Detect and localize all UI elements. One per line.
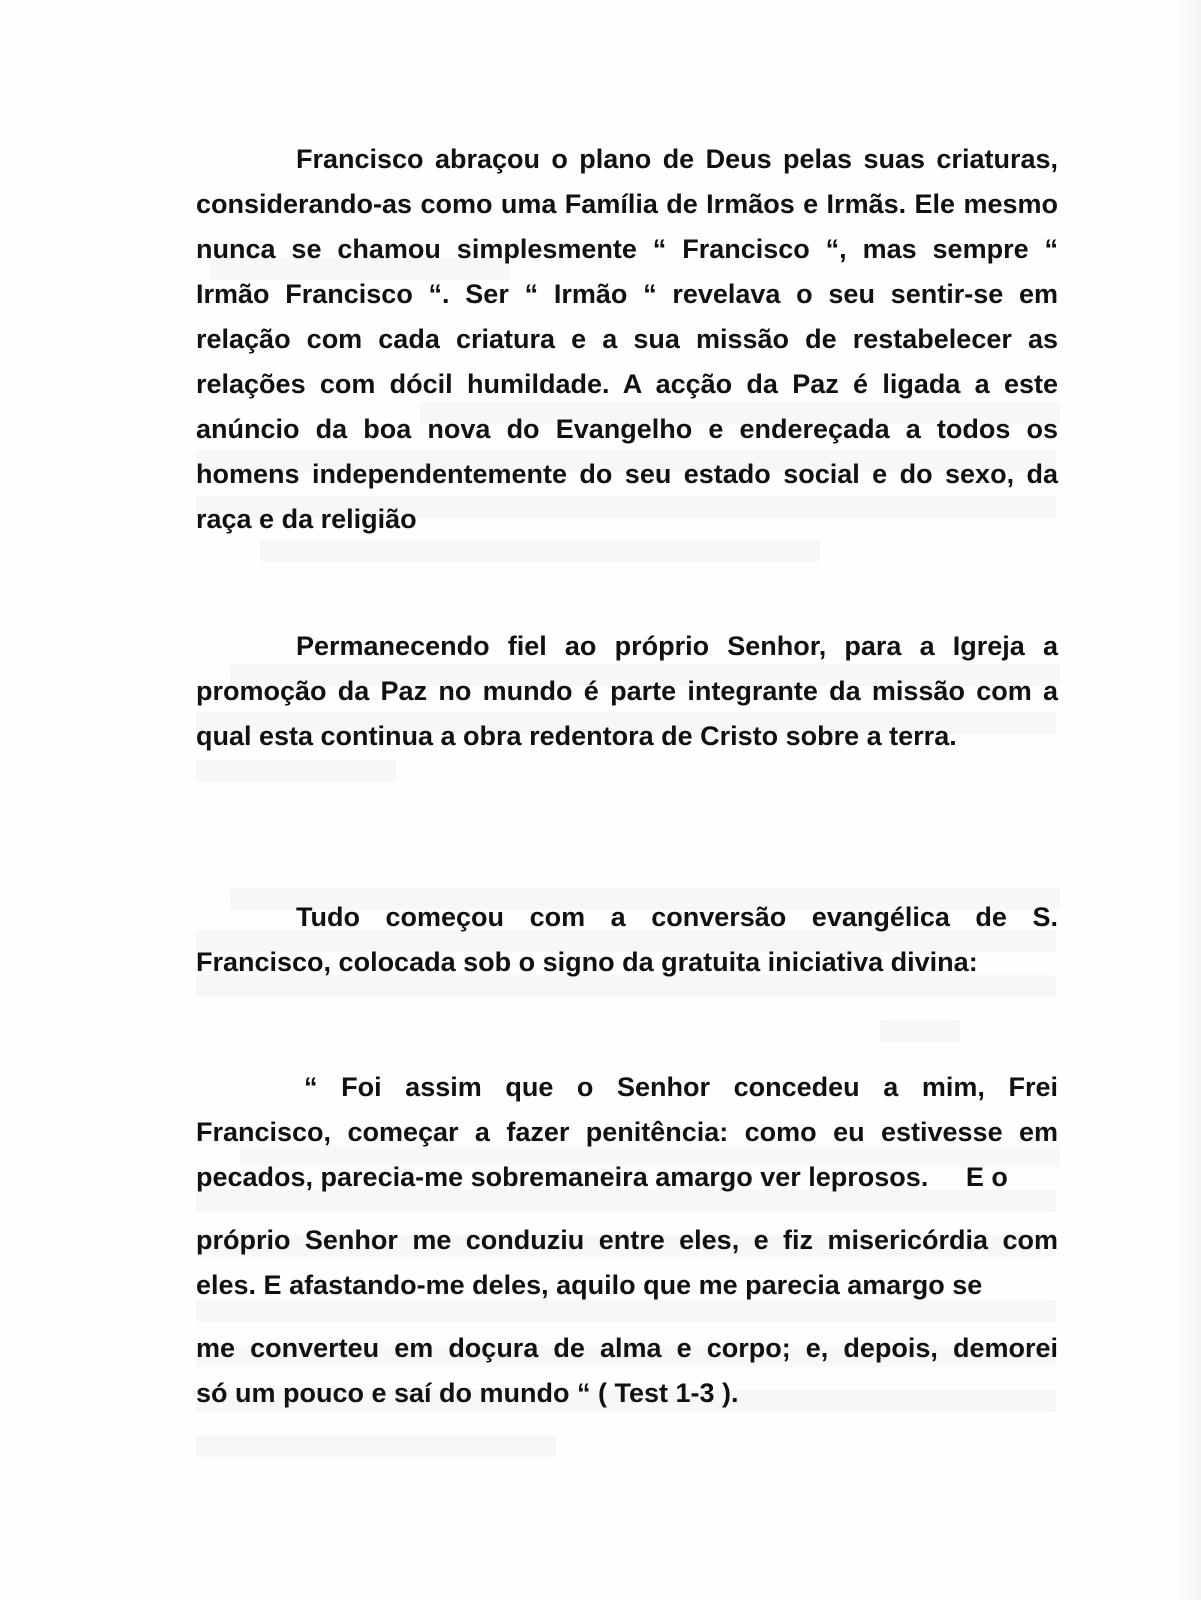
quote-line: eles. E afastando-me deles, aquilo que me parecia amargo se (196, 1270, 983, 1300)
paragraph-church-peace (196, 624, 1058, 759)
quote-line: “ Foi assim que o Senhor concedeu a mim, Frei (304, 1072, 1058, 1102)
quote-line: pecados, parecia-me sobremaneira amargo ver leprosos. E o (196, 1162, 1008, 1192)
testament-quote (196, 1065, 1058, 1416)
page-edge-shadow (1171, 0, 1201, 1600)
quote-line: Francisco, começar a fazer penitência: como eu estivesse em (196, 1117, 1058, 1147)
paragraph-text: Tudo começou com a conversão evangélica de S. Francisco, colocada sob o signo da gratuita iniciativa divina: (196, 902, 1058, 977)
quote-line: só um pouco e saí do mundo “ ( Test 1-3 ). (196, 1378, 739, 1408)
paragraph-text: Francisco abraçou o plano de Deus pelas suas criaturas, considerando-as como uma Família de Irmãos e Irmãs. Ele mesmo nunca se chamou simplesmente “ Francisco “, mas sempre “ Irmão Francisco “. Ser “ Irmão “ revelava o seu sentir-se em relação com cada criatura e a sua missão de restabelecer as relações com dócil humildade. A acção da Paz é ligada a este anúncio da boa nova do Evangelho e endereçada a todos os homens independentemente do seu estado social e do sexo, da raça e da religião (196, 144, 1058, 534)
quote-line: próprio Senhor me conduziu entre eles, e fiz misericórdia com (196, 1225, 1058, 1255)
quote-line: me converteu em doçura de alma e corpo; e, depois, demorei (196, 1333, 1058, 1363)
paragraph-francisco-brothers (196, 137, 1058, 542)
paragraph-conversion (196, 895, 1058, 985)
paragraph-text: Permanecendo fiel ao próprio Senhor, para a Igreja a promoção da Paz no mundo é parte integrante da missão com a qual esta continua a obra redentora de Cristo sobre a terra. (196, 631, 1058, 751)
